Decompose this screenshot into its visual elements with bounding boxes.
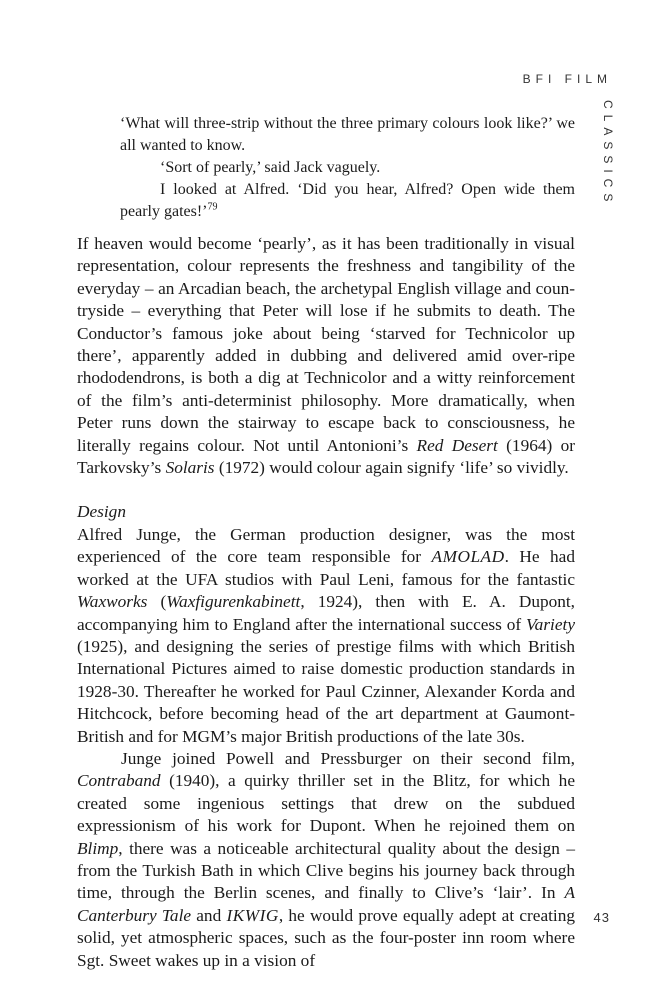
film-title: Red Desert: [416, 435, 498, 455]
text-run: (1972) would colour again signify ‘life’ so vividly.: [214, 458, 569, 478]
text-run: and: [191, 905, 227, 925]
series-side-label: CLASSICS: [601, 100, 615, 208]
page-number: 43: [593, 910, 610, 925]
film-title: Waxfigurenkabinett: [166, 592, 301, 612]
block-quote: [120, 113, 575, 223]
section-heading-line: [77, 501, 575, 523]
text-run: Junge joined Powell and Pressburger on their second film,: [121, 748, 575, 768]
section-heading: Design: [77, 502, 126, 522]
text-run: (1964) or Tarkovsky’s: [77, 435, 575, 478]
text-run: . He had worked at the UFA studios with Paul Leni, famous for the fantastic: [77, 547, 575, 589]
film-title: Blimp: [77, 838, 119, 858]
film-title-abbrev: AMOLAD: [431, 547, 505, 567]
text-run: , there was a noticeable architectural quality about the design – from the Turkish Bath in which Clive begins his journey back through time, through the Berlin scenes, and finally to Clive’s ‘lair’. In: [77, 838, 575, 903]
film-title: Contraband: [77, 771, 161, 791]
quote-text: I looked at Alfred. ‘Did you hear, Alfred? Open wide them pearly gates!’: [120, 181, 575, 220]
text-run: Alfred Junge, the German production designer, was the most experienced of the core team responsible for: [77, 524, 575, 567]
series-header: BFI FILM: [522, 72, 612, 86]
quote-line: [120, 113, 575, 157]
paragraph: [77, 233, 575, 479]
footnote-marker: 79: [207, 201, 218, 213]
film-title: A Canterbury Tale: [77, 883, 575, 925]
text-run: (1925), and designing the series of prestige films with which British International Pictures aimed to raise domestic production standards in 1928-30. Thereafter he worked for Paul Czinner, Alexander Korda and Hitchcock, before becoming head of the art department at Gaumont-British and for MGM’s major British productions of the late 30s.: [77, 636, 575, 746]
paragraph: [77, 524, 575, 748]
film-title: Variety: [526, 614, 575, 634]
text-run: (: [147, 592, 167, 612]
film-title-abbrev: IKWIG: [226, 905, 279, 925]
body-text: [77, 233, 575, 972]
text-run: , he would prove equally adept at creating solid, yet atmospheric spaces, such as the four-poster inn room where Sgt. Sweet wakes up in a vision of: [77, 905, 576, 970]
text-run: (1940), a quirky thriller set in the Blitz, for which he created some ingenious settings that drew on the subdued expressionism of his work for Dupont. When he rejoined them on: [77, 771, 575, 836]
film-title: Solaris: [165, 458, 215, 478]
film-title: Waxworks: [77, 592, 148, 612]
quote-text: ‘Sort of pearly,’ said Jack vaguely.: [160, 159, 381, 176]
quote-line: [120, 179, 575, 223]
text-run: If heaven would become ‘pearly’, as it has been traditionally in visual representation, colour represents the freshness and tangibility of the everyday – an Arcadian beach, the archetypal English village and countryside – everything that Peter will lose if he submits to death. The Conductor’s famous joke about being ‘starved for Technicolor up there’, apparently added in dubbing and delivered amid over-ripe rhododendrons, is both a dig at Technicolor and a witty reinforcement of the film’s anti-determinist philosophy. More dramatically, when Peter runs down the stairway to escape back to consciousness, he literally regains colour. Not until Antonioni’s: [77, 234, 575, 455]
quote-line: [120, 157, 575, 179]
text-run: , 1924), then with E. A. Dupont, accompanying him to England after the international success of: [77, 592, 576, 634]
quote-text: ‘What will three-strip without the three primary colours look like?’ we all wanted to know.: [120, 115, 575, 154]
paragraph: [77, 748, 575, 972]
